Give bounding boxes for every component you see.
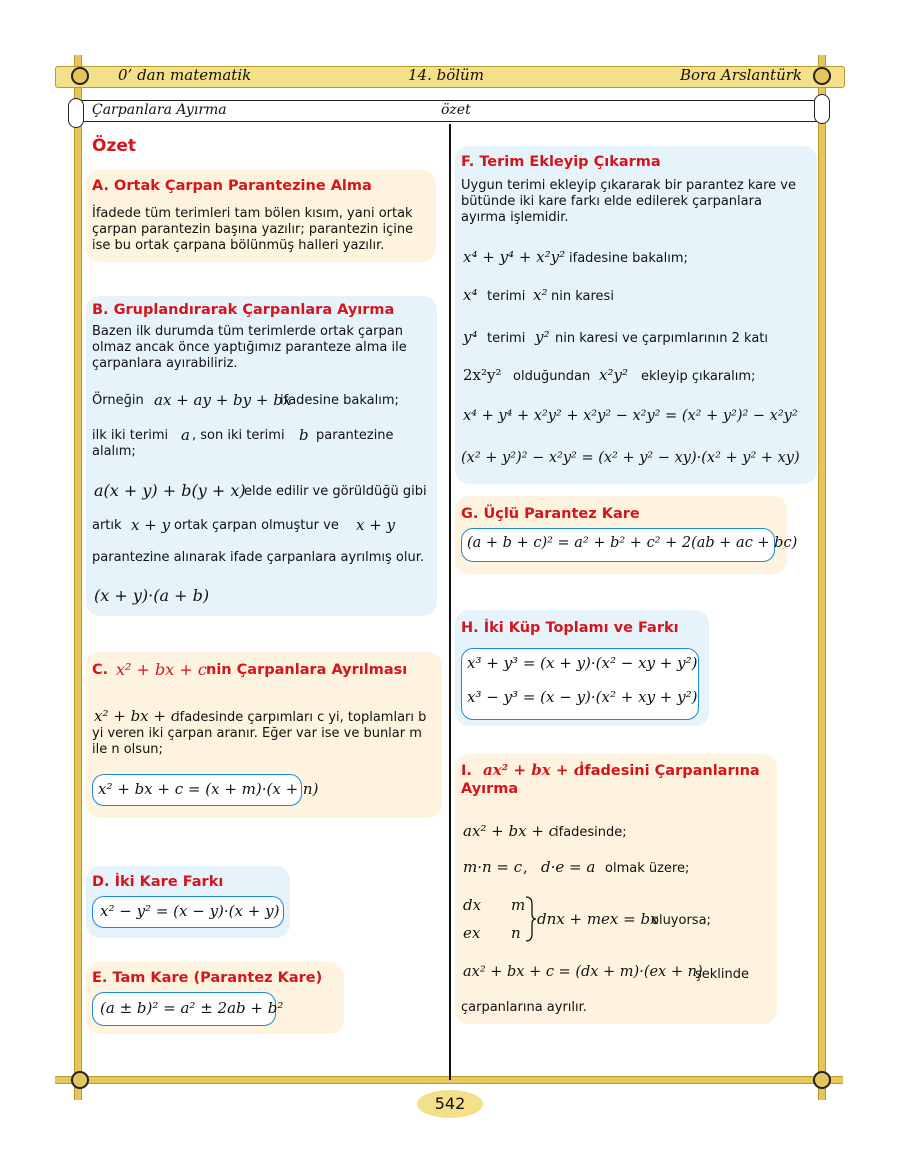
section-c-title-math: x² + bx + c [116, 660, 207, 679]
header-right: Bora Arslantürk [680, 66, 802, 84]
ring-icon [71, 67, 89, 85]
subheader-left: Çarpanlara Ayırma [92, 102, 227, 118]
f-line4-m2: x²y² [599, 366, 628, 384]
b-example-prefix: Örneğin [92, 393, 144, 408]
b-line3-math: a(x + y) + b(y + x) [94, 481, 246, 500]
f-line2-m2: x² [533, 286, 548, 304]
b-line2-m1: a [181, 426, 190, 444]
b-result: (x + y)·(a + b) [94, 586, 210, 605]
b-example-math: ax + ay + by + bx [154, 391, 292, 409]
c-line-math: x² + bx + c [94, 707, 180, 725]
section-d-title: D. İki Kare Farkı [92, 874, 224, 890]
b-line5: parantezine alınarak ifade çarpanlara ayrılmış olur. [92, 550, 425, 565]
i-line4-text: şeklinde [695, 967, 750, 982]
section-e-title: E. Tam Kare (Parantez Kare) [92, 970, 323, 986]
b-line3-text: elde edilir ve görüldüğü gibi [244, 484, 427, 499]
c-line-text: ifadesinde çarpımları c yi, toplamları b yi veren iki çarpan aranır. Eğer var ise ve bunlar m ile n olsun; [92, 710, 427, 757]
b-line4-m2: x + y [356, 516, 396, 534]
section-c [86, 652, 442, 818]
section-b-title: B. Gruplandırarak Çarpanlara Ayırma [92, 302, 395, 318]
section-c-title-suffix: nin Çarpanlara Ayrılması [206, 662, 408, 678]
b-line4-m1: x + y [131, 516, 171, 534]
f-line3-m2: y² [535, 328, 550, 346]
section-f-text: Uygun terimi ekleyip çıkararak bir parantez kare ve bütünde iki kare farkı elde edilerek çarpanlara ayırma işlemidir. [461, 178, 796, 225]
page-title: Özet [92, 136, 137, 156]
right-brace-icon [525, 896, 537, 942]
f-line2-m1: x⁴ [463, 286, 478, 304]
section-a-title: A. Ortak Çarpan Parantezine Alma [92, 178, 372, 194]
f-line6: (x² + y²)² − x²y² = (x² + y² − xy)·(x² + y² + xy) [461, 450, 800, 466]
section-d [86, 866, 290, 938]
page-number: 542 [417, 1090, 483, 1118]
f-line1-math: x⁴ + y⁴ + x²y² [463, 248, 566, 266]
section-i-title-suffix: İfadesini Çarpanlarına [579, 763, 760, 779]
f-line4-m1: 2x²y² [463, 366, 502, 384]
b-example-suffix: ifadesine bakalım; [280, 393, 399, 408]
f-line5: x⁴ + y⁴ + x²y² + x²y² − x²y² = (x² + y²)² − x²y² [463, 408, 798, 424]
g-formula: (a + b + c)² = a² + b² + c² + 2(ab + ac + bc) [467, 535, 798, 551]
b-line2-c: parantezine alalım; [92, 428, 394, 459]
section-i-title-line2: Ayırma [461, 781, 519, 797]
section-g-title: G. Üçlü Parantez Kare [461, 506, 640, 522]
f-line2-a: terimi [487, 289, 526, 304]
frame-left-rail [74, 55, 82, 1100]
header-center: 14. bölüm [408, 66, 484, 84]
e-formula: (a ± b)² = a² ± 2ab + b² [100, 999, 284, 1017]
section-i [455, 754, 777, 1024]
section-h [455, 610, 709, 726]
i-line2-m1: m·n = c [463, 858, 523, 876]
section-c-title-prefix: C. [92, 662, 109, 678]
h-formula-2: x³ − y³ = (x − y)·(x² + xy + y²) [467, 688, 698, 706]
i-brace-math: dnx + mex = bx [537, 910, 659, 928]
f-line2-b: nin karesi [551, 289, 614, 304]
i-brace-text: oluyorsa; [651, 913, 711, 928]
b-line2-b: , son iki terimi [192, 428, 285, 443]
subheader-center: özet [441, 102, 471, 118]
section-e [86, 962, 344, 1034]
ring-icon [71, 1071, 89, 1089]
section-f [455, 146, 817, 484]
b-line4-a: artık [92, 518, 122, 533]
d-formula: x² − y² = (x − y)·(x + y) [100, 902, 280, 920]
b-line4-b: ortak çarpan olmuştur ve [174, 518, 339, 533]
section-a-text: İfadede tüm terimleri tam bölen kısım, yani ortak çarpan parantezin başına yazılır; parantezin içine ise bu ortak çarpana bölünmüş halleri yazılır. [92, 206, 414, 253]
f-line3-a: terimi [487, 331, 526, 346]
i-n: n [511, 924, 521, 942]
c-formula: x² + bx + c = (x + m)·(x + n) [98, 780, 319, 798]
section-b-text: Bazen ilk durumda tüm terimlerde ortak çarpan olmaz ancak önce yaptığımız paranteze alma ile çarpanlara ayırabiliriz. [92, 324, 407, 371]
f-line4-a: olduğundan [513, 369, 591, 384]
i-line2-sep: , [523, 858, 528, 876]
i-dx: dx [463, 896, 482, 914]
b-line2-a: ilk iki terimi [92, 428, 169, 443]
b-line2-m2: b [299, 426, 309, 444]
section-i-title-math: ax² + bx + c [483, 761, 583, 779]
frame-right-rail [818, 55, 826, 1100]
i-line1-text: ifadesinde; [555, 825, 627, 840]
i-line5: çarpanlarına ayrılır. [461, 1000, 587, 1015]
f-line3-m1: y⁴ [463, 328, 478, 346]
i-line1-math: ax² + bx + c [463, 822, 558, 840]
scroll-right-cap [814, 94, 830, 124]
i-ex: ex [463, 924, 481, 942]
scroll-left-cap [68, 98, 84, 128]
f-line3-b: nin karesi ve çarpımlarının 2 katı [555, 331, 769, 346]
f-line4-b: ekleyip çıkaralım; [641, 369, 756, 384]
column-divider [449, 124, 451, 1080]
section-g [455, 496, 798, 574]
i-line2-text: olmak üzere; [605, 861, 690, 876]
ring-icon [813, 1071, 831, 1089]
section-a [86, 170, 436, 262]
section-f-title: F. Terim Ekleyip Çıkarma [461, 154, 661, 170]
i-line4-math: ax² + bx + c = (dx + m)·(ex + n) [463, 964, 703, 980]
i-m: m [511, 896, 526, 914]
ring-icon [813, 67, 831, 85]
f-line1-text: ifadesine bakalım; [569, 251, 688, 266]
i-line2-m2: d·e = a [541, 858, 596, 876]
section-h-title: H. İki Küp Toplamı ve Farkı [461, 620, 679, 636]
section-i-title-prefix: I. [461, 763, 472, 779]
header-left: 0’ dan matematik [118, 66, 252, 84]
section-b [86, 296, 437, 616]
h-formula-1: x³ + y³ = (x + y)·(x² − xy + y²) [467, 654, 698, 672]
